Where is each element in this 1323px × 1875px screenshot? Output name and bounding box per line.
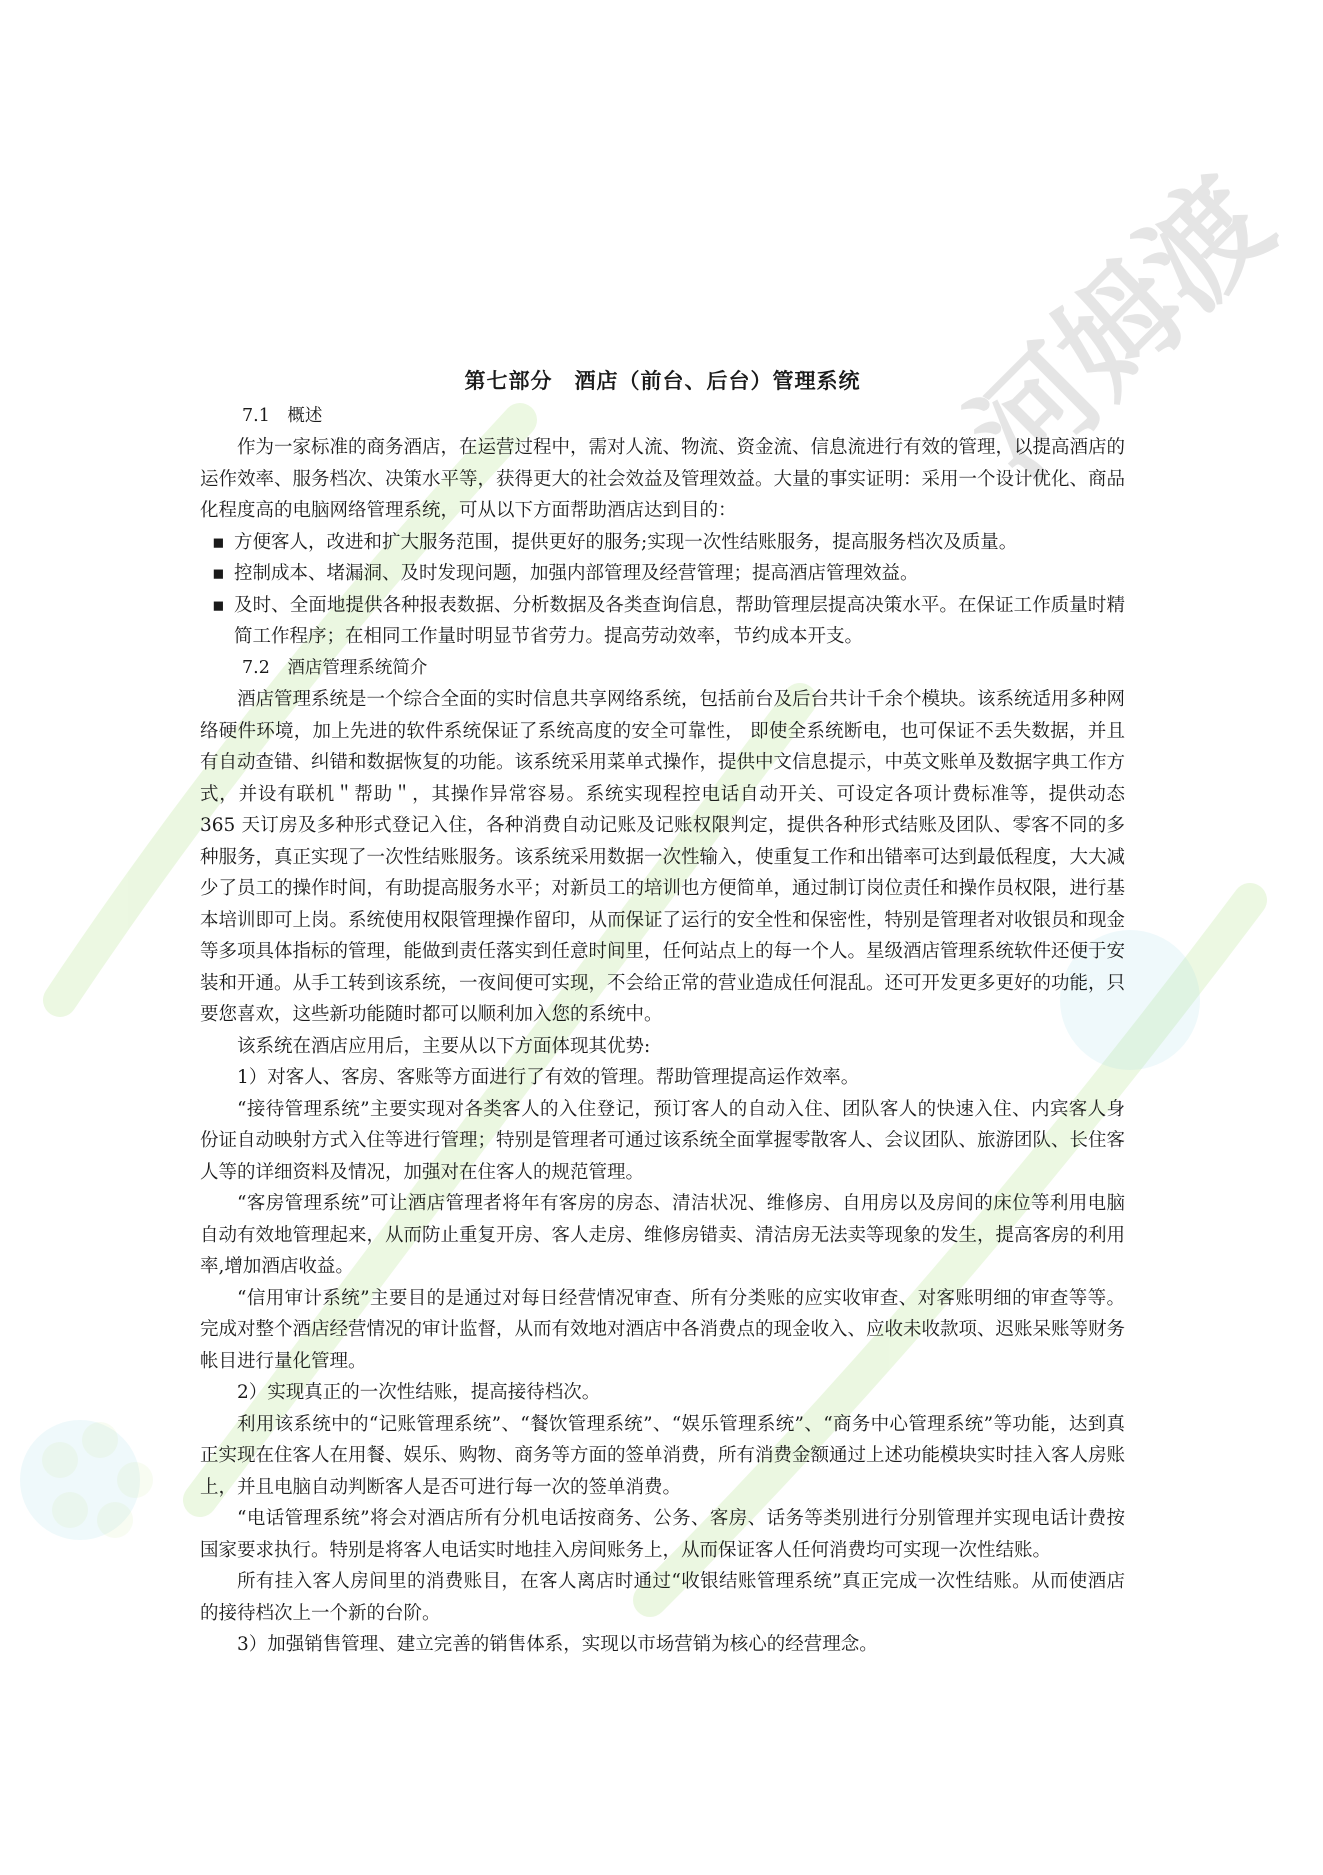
billing-system-paragraph: 利用该系统中的“记账管理系统”、“餐饮管理系统”、“娱乐管理系统”、“商务中心管理系统”等功能，达到真正实现在住客人在用餐、娱乐、购物、商务等方面的签单消费，所有消费金额通过上述功能模块实时挂入客人房账上，并且电脑自动判断客人是否可进行每一次的签单消费。 xyxy=(200,1413,1126,1498)
section-heading-7-1: 7.1 概述 xyxy=(242,405,323,426)
advantage-point-2: 2）实现真正的一次性结账，提高接待档次。 xyxy=(237,1382,601,1403)
bullet-item xyxy=(200,527,1125,559)
document-title: 第七部分 酒店（前台、后台）管理系统 xyxy=(464,368,861,393)
intro-paragraph: 酒店管理系统是一个综合全面的实时信息共享网络系统，包括前台及后台共计千余个模块。该系统适用多种网络硬件环境，加上先进的软件系统保证了系统高度的安全可靠性， 即使全系统断电，也可保证不丢失数据，并且有自动查错、纠错和数据恢复的功能。该系统采用菜单式操作，提供中文信息提示，中英文账单及数据字典工作方式，并设有联机＂帮助＂，其操作异常容易。系统实现程控电话自动开关、可设定各项计费标准等，提供动态 365 天订房及多种形式登记入住，各种消费自动记账及记账权限判定，提供各种形式结账及团队、零客不同的多种服务，真正实现了一次性结账服务。该系统采用数据一次性输入，使重复工作和出错率可达到最低程度，大大减少了员工的操作时间，有助提高服务水平；对新员工的培训也方便简单，通过制订岗位责任和操作员权限，进行基本培训即可上岗。系统使用权限管理操作留印，从而保证了运行的安全性和保密性，特别是管理者对收银员和现金等多项具体指标的管理，能做到责任落实到任意时间里，任何站点上的每一个人。星级酒店管理系统软件还便于安装和开通。从手工转到该系统，一夜间便可实现，不会给正常的营业造成任何混乱。还可开发更多更好的功能，只要您喜欢，这些新功能随时都可以顺利加入您的系统中。 xyxy=(200,689,1126,1025)
section-heading-7-2: 7.2 酒店管理系统简介 xyxy=(242,657,428,678)
checkout-paragraph: 所有挂入客人房间里的消费账目，在客人离店时通过“收银结账管理系统”真正完成一次性结账。从而使酒店的接待档次上一个新的台阶。 xyxy=(200,1571,1125,1624)
bullet-marker: ▪ xyxy=(212,531,225,553)
document-body xyxy=(200,365,1125,1661)
housekeeping-system-paragraph: “客房管理系统”可让酒店管理者将年有客房的房态、清洁状况、维修房、自用房以及房间的床位等利用电脑自动有效地管理起来，从而防止重复开房、客人走房、维修房错卖、清洁房无法卖等现象的发生，提高客房的利用率,增加酒店收益。 xyxy=(200,1193,1126,1277)
advantage-point-1: 1）对客人、客房、客账等方面进行了有效的管理。帮助管理提高运作效率。 xyxy=(237,1067,860,1088)
advantage-point-3: 3）加强销售管理、建立完善的销售体系，实现以市场营销为核心的经营理念。 xyxy=(237,1634,878,1655)
bullet-text: 控制成本、堵漏洞、及时发现问题，加强内部管理及经营管理；提高酒店管理效益。 xyxy=(234,563,919,584)
audit-system-paragraph: “信用审计系统”主要目的是通过对每日经营情况审查、所有分类账的应实收审查、对客账明细的审查等等。完成对整个酒店经营情况的审计监督，从而有效地对酒店中各消费点的现金收入、应收未收款项、迟账呆账等财务帐目进行量化管理。 xyxy=(200,1287,1126,1372)
watermark-logo-text: 河姆渡 xyxy=(945,153,1299,506)
bullet-item xyxy=(200,558,1125,590)
bullet-marker: ▪ xyxy=(212,594,225,616)
bullet-item xyxy=(200,590,1125,653)
overview-paragraph: 作为一家标准的商务酒店，在运营过程中，需对人流、物流、资金流、信息流进行有效的管理，以提高酒店的运作效率、服务档次、决策水平等，获得更大的社会效益及管理效益。大量的事实证明：采用一个设计优化、商品化程度高的电脑网络管理系统，可从以下方面帮助酒店达到目的： xyxy=(200,437,1126,521)
advantages-lead: 该系统在酒店应用后，主要从以下方面体现其优势: xyxy=(237,1035,651,1057)
reception-system-paragraph: “接待管理系统”主要实现对各类客人的入住登记，预订客人的自动入住、团队客人的快速入住、内宾客人身份证自动映射方式入住等进行管理；特别是管理者可通过该系统全面掌握零散客人、会议团队、旅游团队、长住客人等的详细资料及情况，加强对在住客人的规范管理。 xyxy=(200,1098,1126,1183)
bullet-text: 及时、全面地提供各种报表数据、分析数据及各类查询信息，帮助管理层提高决策水平。在保证工作质量时精简工作程序；在相同工作量时明显节省劳力。提高劳动效率，节约成本开支。 xyxy=(234,594,1125,647)
bullet-text: 方便客人，改进和扩大服务范围，提供更好的服务;实现一次性结账服务，提高服务档次及质量。 xyxy=(234,531,1018,553)
bullet-marker: ▪ xyxy=(212,563,225,584)
phone-system-paragraph: “电话管理系统”将会对酒店所有分机电话按商务、公务、客房、话务等类别进行分别管理并实现电话计费按国家要求执行。特别是将客人电话实时地挂入房间账务上，从而保证客人任何消费均可实现一次性结账。 xyxy=(200,1508,1125,1561)
